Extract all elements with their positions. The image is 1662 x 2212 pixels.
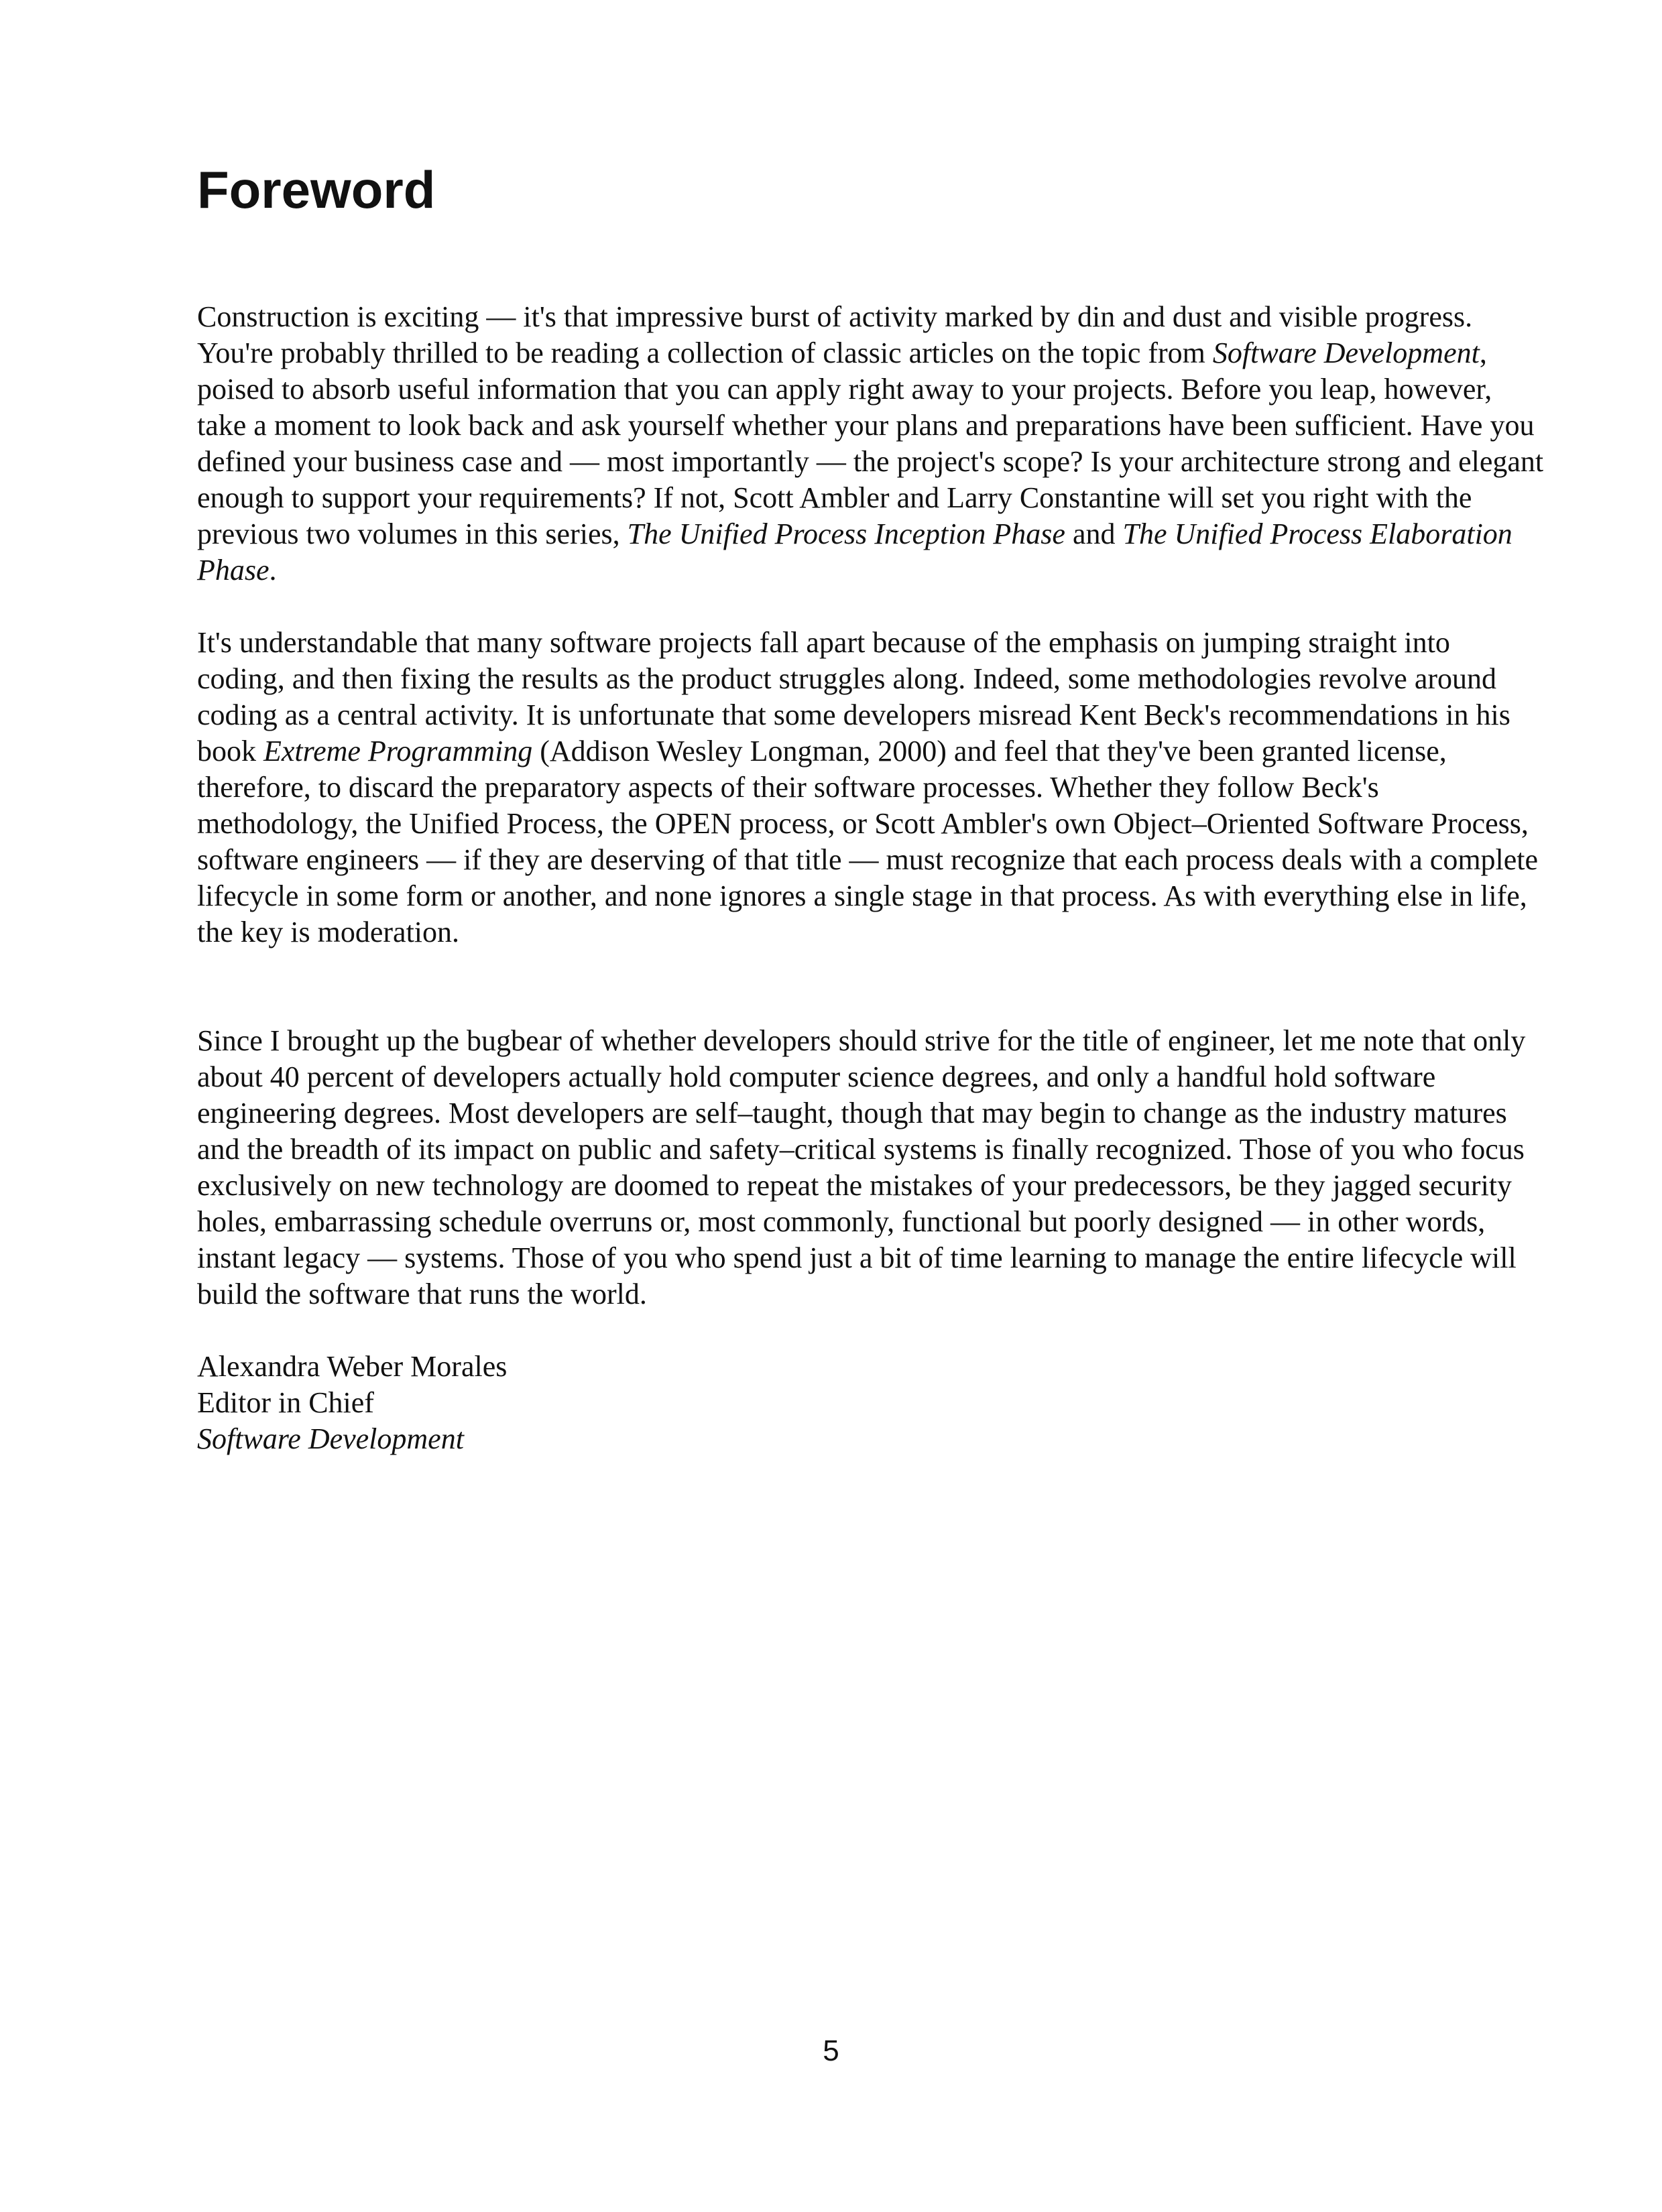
paragraph-2-text-a: It's understandable that many software projects fall apart because of the emphasis on jumping straight into coding, and then fixing the results as the product struggles along. Indeed, some methodologies revolve around coding as a central activity. It is unfortunate that some developers misread Kent Beck's recommendations in his book bbox=[197, 626, 1510, 767]
paragraph-1-text-a: Construction is exciting — it's that impressive burst of activity marked by din and dust and visible progress. You're probably thrilled to be reading a collection of classic articles on the topic from bbox=[197, 300, 1473, 369]
paragraph-1-text-e: and bbox=[1065, 517, 1123, 550]
paragraph-1 bbox=[197, 299, 1545, 589]
paragraph-2-text-c: (Addison Wesley Longman, 2000) and feel that they've been granted license, therefore, to discard the preparatory aspects of their software processes. Whether they follow Beck's methodology, the Unified Process, the OPEN process, or Scott Ambler's own Object–Oriented Software Process, software engineers — if they are deserving of that title — must recognize that each process deals with a complete lifecycle in some form or another, and none ignores a single stage in that process. As with everything else in life, the key is moderation. bbox=[197, 735, 1539, 948]
paragraph-1-text-c: , poised to absorb useful information that you can apply right away to your projects. Before you leap, however, take a moment to look back and ask yourself whether your plans and preparations have been sufficient. Have you defined your business case and — most importantly — the project's scope? Is your architecture strong and elegant enough to support your requirements? If not, Scott Ambler and Larry Constantine will set you right with the previous two volumes in this series, bbox=[197, 336, 1544, 550]
paragraph-1-text-g: . bbox=[269, 554, 277, 587]
signature-block bbox=[197, 1349, 1545, 1457]
paragraph-1-italic-inception-phase: The Unified Process Inception Phase bbox=[627, 517, 1065, 550]
signature-publication: Software Development bbox=[197, 1422, 464, 1455]
foreword-body bbox=[197, 299, 1545, 1457]
paragraph-1-italic-elaboration-phase: The Unified Process Elaboration Phase bbox=[197, 517, 1512, 587]
page-title: Foreword bbox=[197, 160, 436, 219]
paragraph-2-italic-extreme-programming: Extreme Programming bbox=[263, 735, 533, 767]
signature-name: Alexandra Weber Morales bbox=[197, 1350, 508, 1383]
paragraph-2 bbox=[197, 625, 1545, 950]
paragraph-3: Since I brought up the bugbear of whether developers should strive for the title of engineer, let me note that only about 40 percent of developers actually hold computer science degrees, and only a handful hold software engineering degrees. Most developers are self–taught, though that may begin to change as the industry matures and the breadth of its impact on public and safety–critical systems is finally recognized. Those of you who focus exclusively on new technology are doomed to repeat the mistakes of your predecessors, be they jagged security holes, embarrassing schedule overruns or, most commonly, functional but poorly designed — in other words, instant legacy — systems. Those of you who spend just a bit of time learning to manage the entire lifecycle will build the software that runs the world. bbox=[197, 1024, 1526, 1310]
signature-role: Editor in Chief bbox=[197, 1386, 374, 1419]
paragraph-1-italic-software-development: Software Development bbox=[1212, 336, 1480, 369]
page-number: 5 bbox=[823, 2034, 839, 2067]
